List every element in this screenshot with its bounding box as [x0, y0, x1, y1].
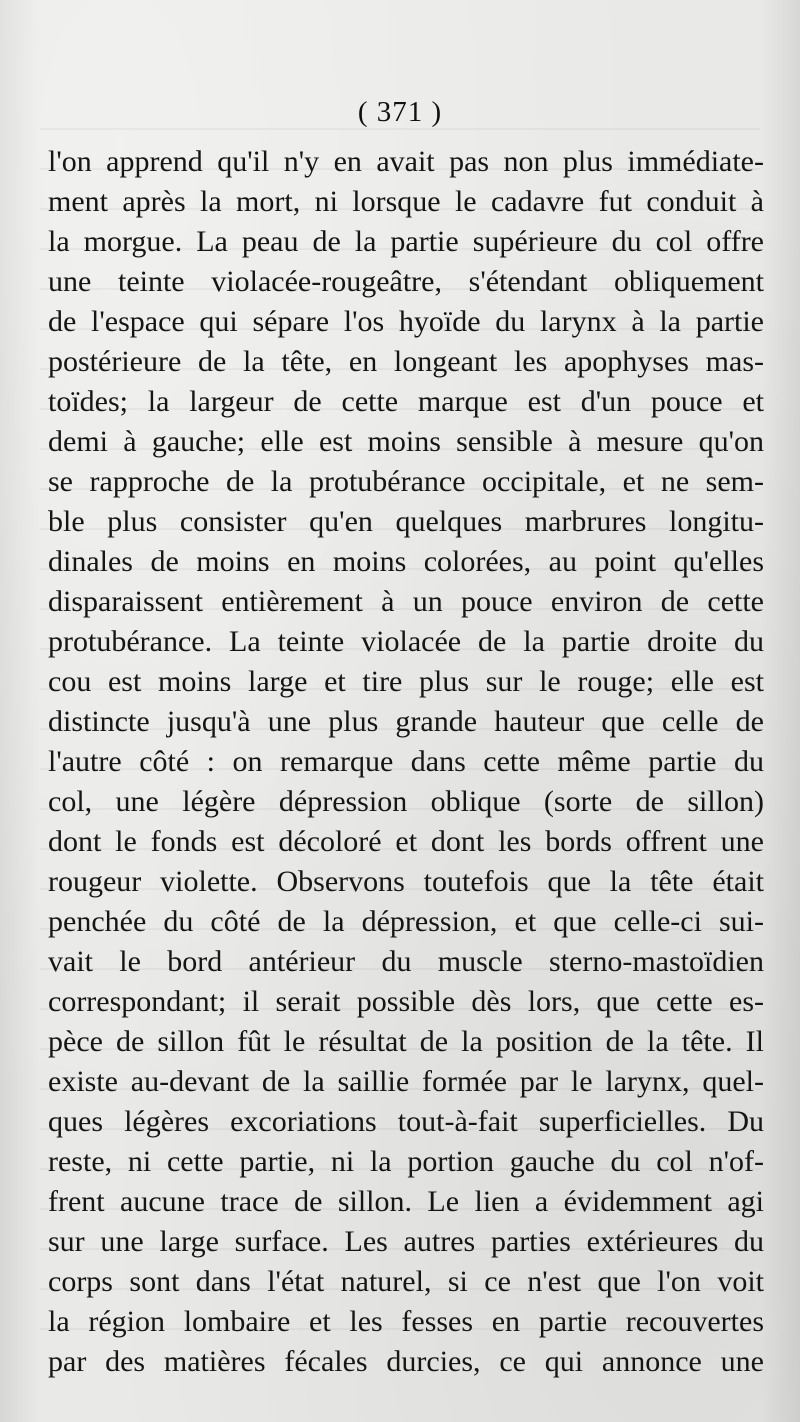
text-line: reste, ni cette partie, ni la portion gauche du col n'of- [48, 1145, 764, 1178]
text-line: disparaissent entièrement à un pouce environ de cette [48, 585, 764, 618]
text-line: rougeur violette. Observons toutefois que la tête était [48, 865, 764, 898]
text-line: protubérance. La teinte violacée de la partie droite du [48, 625, 764, 658]
text-line: vait le bord antérieur du muscle sterno-mastoïdien [48, 945, 764, 978]
text-line: la morgue. La peau de la partie supérieure du col offre [48, 225, 764, 258]
text-line: l'autre côté : on remarque dans cette même partie du [48, 745, 764, 778]
text-line: une teinte violacée-rougeâtre, s'étendant obliquement [48, 265, 764, 298]
text-line: distincte jusqu'à une plus grande hauteur que celle de [48, 705, 764, 738]
text-line: existe au-devant de la saillie formée par le larynx, quel- [48, 1065, 764, 1098]
text-line: penchée du côté de la dépression, et que celle-ci sui- [48, 905, 764, 938]
text-line: ment après la mort, ni lorsque le cadavre fut conduit à [48, 185, 764, 218]
text-line: correspondant; il serait possible dès lors, que cette es- [48, 985, 764, 1018]
text-line: ques légères excoriations tout-à-fait superficielles. Du [48, 1105, 764, 1138]
text-line: ble plus consister qu'en quelques marbrures longitu- [48, 505, 764, 538]
text-line: l'on apprend qu'il n'y en avait pas non plus immédiate- [48, 145, 764, 178]
text-line: de l'espace qui sépare l'os hyoïde du larynx à la partie [48, 305, 764, 338]
text-line: dinales de moins en moins colorées, au point qu'elles [48, 545, 764, 578]
text-line: corps sont dans l'état naturel, si ce n'est que l'on voit [48, 1265, 764, 1298]
text-line: la région lombaire et les fesses en partie recouvertes [48, 1305, 764, 1338]
page-number: ( 371 ) [357, 96, 443, 128]
text-line: se rapproche de la protubérance occipitale, et ne sem- [48, 465, 764, 498]
text-line: postérieure de la tête, en longeant les apophyses mas- [48, 345, 764, 378]
text-line: cou est moins large et tire plus sur le rouge; elle est [48, 665, 764, 698]
text-line: dont le fonds est décoloré et dont les bords offrent une [48, 825, 764, 858]
text-line: frent aucune trace de sillon. Le lien a évidemment agi [48, 1185, 764, 1218]
body-text [48, 142, 764, 1382]
text-line: demi à gauche; elle est moins sensible à mesure qu'on [48, 425, 764, 458]
text-line: col, une légère dépression oblique (sorte de sillon) [48, 785, 764, 818]
text-line: par des matières fécales durcies, ce qui annonce une [48, 1345, 764, 1378]
text-line: pèce de sillon fût le résultat de la position de la tête. Il [48, 1025, 764, 1058]
text-line: toïdes; la largeur de cette marque est d'un pouce et [48, 385, 764, 418]
text-line: sur une large surface. Les autres parties extérieures du [48, 1225, 764, 1258]
